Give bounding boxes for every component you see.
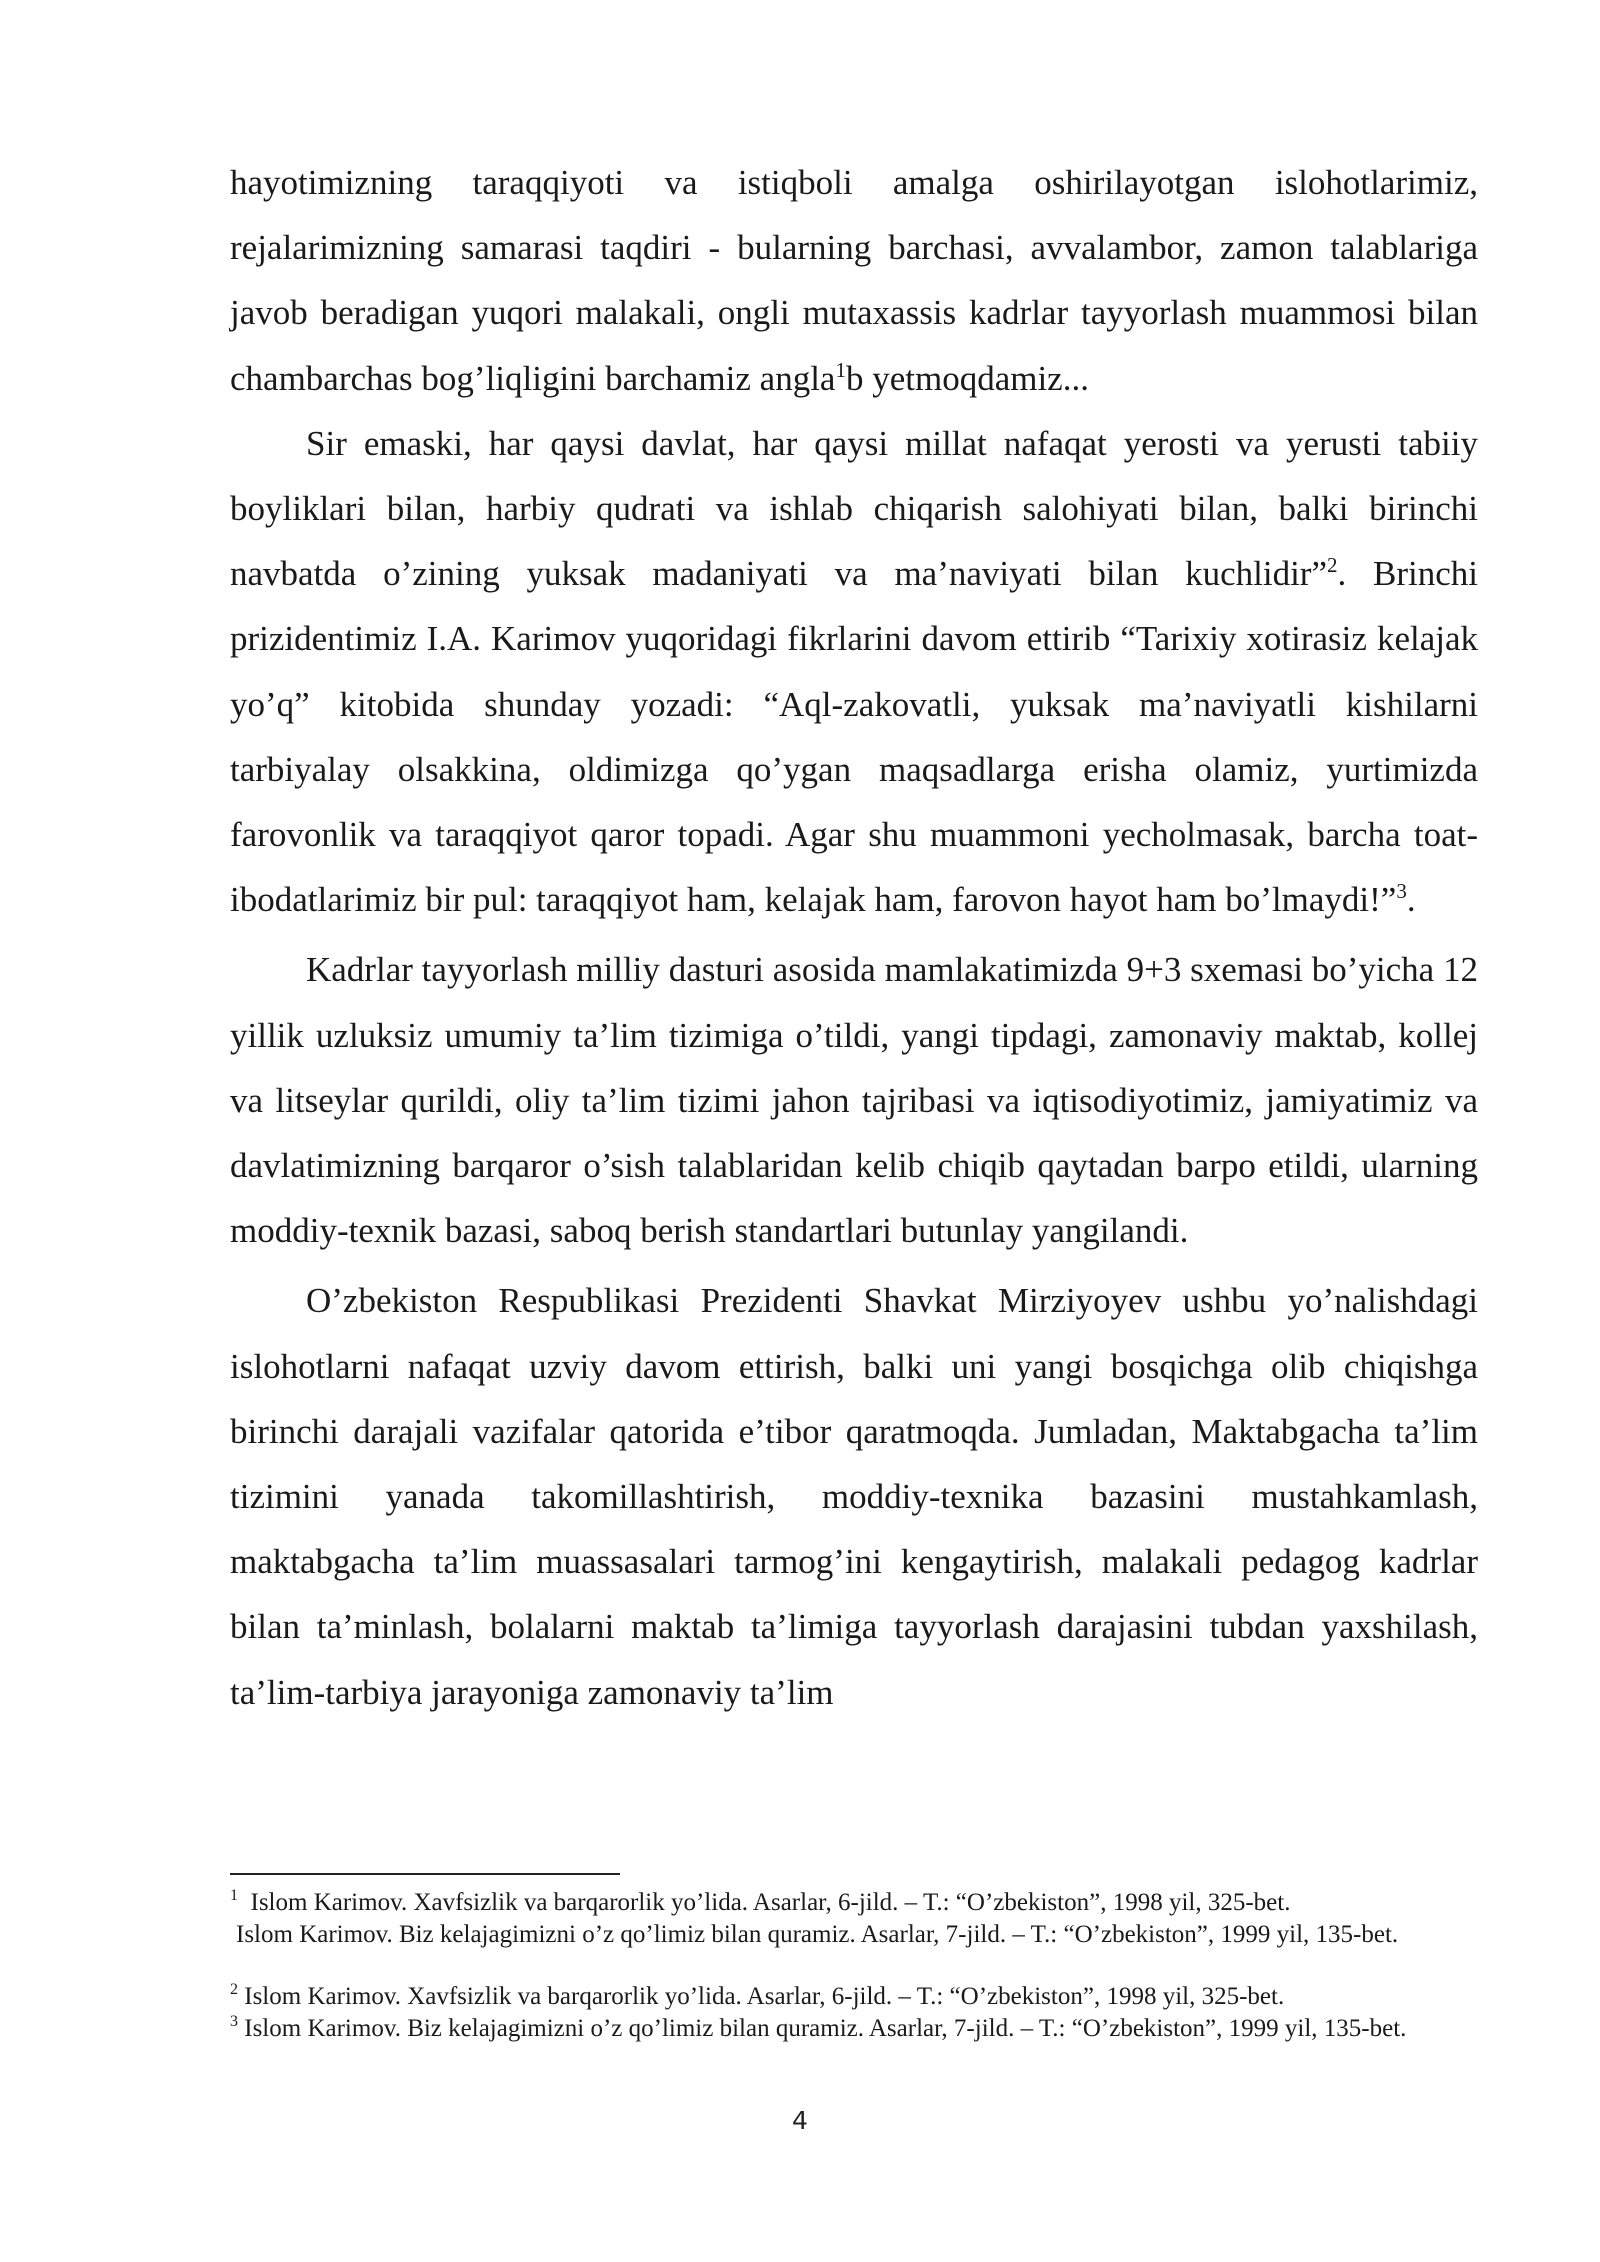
footnotes (230, 1887, 1475, 2045)
footnote-number: 3 (230, 2013, 238, 2030)
paragraph-1: hayotimizning taraqqiyoti va istiqboli amalga oshirilayotgan islohotlarimiz, rejalarimizning samarasi taqdiri - bularning barchasi, avvalambor, zamon talablariga javob beradigan yuqori malakali, ongli mutaxassis kadrlar tayyorlash muammosi bilan chambarchas bog’liqligini barchamiz angla$^1$b yetmoqdamiz... (230, 163, 1478, 398)
footnote-3: $^3$ Islom Karimov. Biz kelajagimizni o’z qo’limiz bilan quramiz. Asarlar, 7-jild. – T.: “O’zbekiston”, 1999 yil, 135-bet. (230, 2013, 1407, 2042)
page-number: 4 (792, 2106, 808, 2135)
footnote-number: 2 (230, 1981, 238, 1998)
paragraph-3: Kadrlar tayyorlash milliy dasturi asosida mamlakatimizda 9+3 sxemasi bo’yicha 12 yillik uzluksiz umumiy ta’lim tizimiga o’tildi, yangi tipdagi, zamonaviy maktab, kollej va litseylar qurildi, oliy ta’lim tizimi jahon tajribasi va iqtisodiyotimiz, jamiyatimiz va davlatimizning barqaror o’sish talablaridan kelib chiqib qaytadan barpo etildi, ularning moddiy-texnik bazasi, saboq berish standartlari butunlay yangilandi. (230, 950, 1478, 1251)
paragraph-4: O’zbekiston Respublikasi Prezidenti Shavkat Mirziyoyev ushbu yo’nalishdagi islohotlarni nafaqat uzviy davom ettirish, balki uni yangi bosqichga olib chiqishga birinchi darajali vazifalar qatorida e’tibor qaratmoqda. Jumladan, Maktabgacha ta’lim tizimini yanada takomillashtirish, moddiy-texnika bazasini mustahkamlash, maktabgacha ta’lim muassasalari tarmog’ini kengaytirish, malakali pedagog kadrlar bilan ta’minlash, bolalarni maktab ta’limiga tayyorlash darajasini tubdan yaxshilash, ta’lim-tarbiya jarayoniga zamonaviy ta’lim (230, 1281, 1478, 1712)
footnote-ref-2[interactable]: 2 (1327, 553, 1338, 578)
body-text (230, 150, 1478, 1725)
footnote-ref-1[interactable]: 1 (835, 357, 846, 382)
footnote-ref-3[interactable]: 3 (1396, 879, 1407, 904)
footnote-separator (230, 1873, 620, 1875)
paragraph-2: Sir emaski, har qaysi davlat, har qaysi millat nafaqat yerosti va yerusti tabiiy boyliklari bilan, harbiy qudrati va ishlab chiqarish salohiyati bilan, balki birinchi navbatda o’zining yuksak madaniyati va ma’naviyati bilan kuchlidir”$^2$. Brinchi prizidentimiz I.A. Karimov yuqoridagi fikrlarini davom ettirib “Tarixiy xotirasiz kelajak yo’q” kitobida shunday yozadi: “Aql-zakovatli, yuksak ma’naviyatli kishilarni tarbiyalay olsakkina, oldimizga qo’ygan maqsadlarga erisha olamiz, yurtimizda farovonlik va taraqqiyot qaror topadi. Agar shu muammoni yecholmasak, barcha toat-ibodatlarimiz bir pul: taraqqiyot ham, kelajak ham, farovon hayot ham bo’lmaydi!”$^3$. (230, 423, 1478, 920)
footnote-2: $^2$ Islom Karimov. Xavfsizlik va barqarorlik yo’lida. Asarlar, 6-jild. – T.: “O’zbekiston”, 1998 yil, 325-bet. (230, 1981, 1285, 2010)
footnote-number: 1 (230, 1887, 238, 1904)
footnote-1-continuation: Islom Karimov. Biz kelajagimizni o’z qo’limiz bilan quramiz. Asarlar, 7-jild. – T.: “O’zbekiston”, 1999 yil, 135-bet. (236, 1921, 1399, 1948)
footnote-1: $^1$ Islom Karimov. Xavfsizlik va barqarorlik yo’lida. Asarlar, 6-jild. – T.: “O’zbekiston”, 1998 yil, 325-bet. Islom Karimov. Biz kelajagimizni o’z qo’limiz bilan quramiz. Asarlar, 7-jild. – T.: “O’zbekiston”, 1999 yil, 135-bet. (230, 1887, 1399, 1948)
